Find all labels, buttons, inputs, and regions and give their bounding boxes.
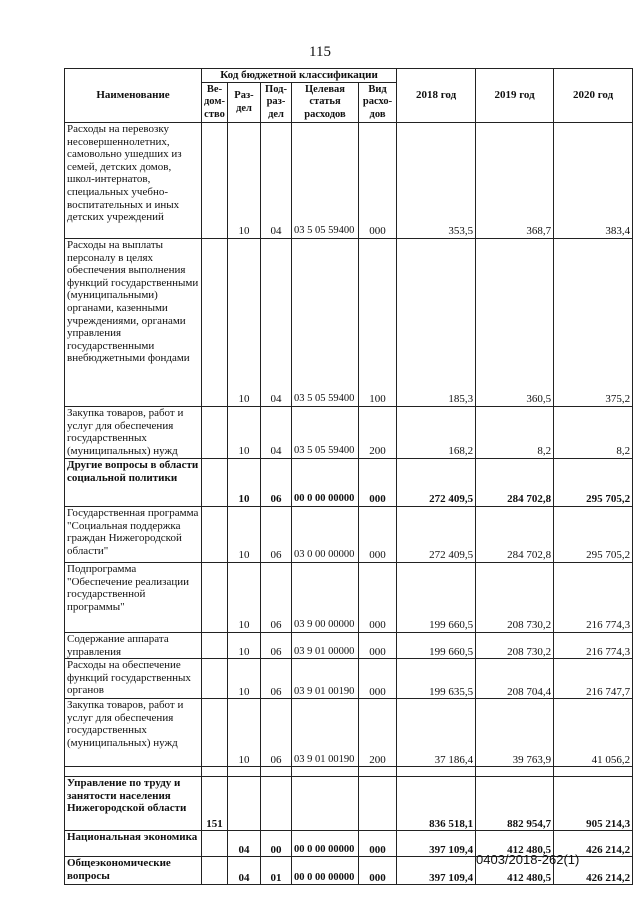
row-expense-type-cell: 000 [359,659,397,699]
row-expense-type-cell: 000 [359,563,397,633]
row-2019-value: 412 480,5 [476,831,554,857]
row-subsection-cell: 06 [261,459,292,507]
row-2019-value: 39 763,9 [476,699,554,767]
row-target-article-cell: 03 9 01 00000 [292,633,359,659]
empty-cell [554,767,633,777]
row-subsection-cell: 06 [261,563,292,633]
row-name-cell: Содержание аппарата управления [65,633,202,659]
row-name-cell: Другие вопросы в области социальной политики [65,459,202,507]
row-2020-value: 216 774,3 [554,563,633,633]
row-subsection-cell: 01 [261,857,292,885]
budget-table [64,68,633,885]
row-section-cell: 10 [228,407,261,459]
row-2020-value: 216 774,3 [554,633,633,659]
row-2020-value: 41 056,2 [554,699,633,767]
row-2019-value: 412 480,5 [476,857,554,885]
row-2018-value: 397 109,4 [397,857,476,885]
header-name: Наименование [65,69,202,123]
row-name-cell: Национальная экономика [65,831,202,857]
row-2019-value: 360,5 [476,239,554,407]
row-2018-value: 397 109,4 [397,831,476,857]
row-section-cell: 10 [228,123,261,239]
header-expense-type: Вид расхо- дов [359,83,397,123]
row-subsection-cell: 04 [261,407,292,459]
row-department-cell [202,407,228,459]
row-expense-type-cell [359,777,397,831]
row-target-article-cell: 00 0 00 00000 [292,857,359,885]
row-2019-value: 208 730,2 [476,563,554,633]
row-department-cell [202,507,228,563]
row-2018-value: 272 409,5 [397,507,476,563]
row-subsection-cell: 06 [261,699,292,767]
row-target-article-cell: 03 9 00 00000 [292,563,359,633]
row-expense-type-cell: 000 [359,507,397,563]
header-subsection: Под- раз- дел [261,83,292,123]
row-name-cell: Закупка товаров, работ и услуг для обеспечения государственных (муниципальных) нужд [65,407,202,459]
empty-cell [397,767,476,777]
row-department-cell [202,123,228,239]
row-name-cell: Расходы на выплаты персоналу в целях обеспечения выполнения функций государственными (муниципальными) органами, казенными учреждениями, органами управления государственными внебюджетными фондами [65,239,202,407]
row-section-cell: 10 [228,659,261,699]
table-row [65,659,633,699]
row-2018-value: 272 409,5 [397,459,476,507]
row-target-article-cell: 00 0 00 00000 [292,459,359,507]
row-expense-type-cell: 000 [359,459,397,507]
row-section-cell: 10 [228,239,261,407]
page-number: 115 [309,44,331,60]
row-expense-type-cell: 000 [359,123,397,239]
row-target-article-cell: 03 5 05 59400 [292,239,359,407]
row-target-article-cell: 03 0 00 00000 [292,507,359,563]
row-2020-value: 383,4 [554,123,633,239]
row-expense-type-cell: 100 [359,239,397,407]
row-department-cell [202,563,228,633]
row-2019-value: 208 730,2 [476,633,554,659]
row-2018-value: 185,3 [397,239,476,407]
empty-cell [202,767,228,777]
row-target-article-cell: 03 9 01 00190 [292,659,359,699]
row-department-cell [202,699,228,767]
table-row [65,507,633,563]
table-row [65,699,633,767]
row-section-cell: 10 [228,459,261,507]
header-target-article: Целевая статья расходов [292,83,359,123]
row-2019-value: 368,7 [476,123,554,239]
row-name-cell: Общеэкономические вопросы [65,857,202,885]
row-2020-value: 426 214,2 [554,831,633,857]
header-2019: 2019 год [476,69,554,123]
row-subsection-cell: 04 [261,239,292,407]
row-section-cell: 10 [228,507,261,563]
row-name-cell: Расходы на обеспечение функций государственных органов [65,659,202,699]
row-2020-value: 426 214,2 [554,857,633,885]
row-2018-value: 353,5 [397,123,476,239]
row-target-article-cell: 03 5 05 59400 [292,407,359,459]
row-target-article-cell: 00 0 00 00000 [292,831,359,857]
table-row [65,459,633,507]
row-section-cell: 10 [228,563,261,633]
header-2020: 2020 год [554,69,633,123]
row-2018-value: 37 186,4 [397,699,476,767]
row-section-cell: 10 [228,633,261,659]
row-target-article-cell [292,777,359,831]
row-2020-value: 8,2 [554,407,633,459]
row-2018-value: 168,2 [397,407,476,459]
row-2019-value: 882 954,7 [476,777,554,831]
row-2020-value: 295 705,2 [554,459,633,507]
row-department-cell [202,857,228,885]
row-name-cell: Управление по труду и занятости населения Нижегородской области [65,777,202,831]
row-2019-value: 8,2 [476,407,554,459]
table-row [65,407,633,459]
empty-cell [359,767,397,777]
row-department-cell [202,659,228,699]
table-row [65,239,633,407]
row-2020-value: 375,2 [554,239,633,407]
row-subsection-cell: 04 [261,123,292,239]
row-name-cell: Закупка товаров, работ и услуг для обеспечения государственных (муниципальных) нужд [65,699,202,767]
row-subsection-cell: 00 [261,831,292,857]
table-row [65,563,633,633]
empty-cell [476,767,554,777]
row-target-article-cell: 03 9 01 00190 [292,699,359,767]
table-row [65,633,633,659]
header-department: Ве- дом- ство [202,83,228,123]
row-section-cell: 04 [228,857,261,885]
row-2020-value: 295 705,2 [554,507,633,563]
row-section-cell [228,777,261,831]
row-2018-value: 199 660,5 [397,633,476,659]
row-department-cell [202,239,228,407]
row-section-cell: 10 [228,699,261,767]
row-name-cell: Расходы на перевозку несовершеннолетних, самовольно ушедших из семей, детских домов, школ-интернатов, специальных учебно-воспитательных и иных детских учреждений [65,123,202,239]
row-department-cell: 151 [202,777,228,831]
row-2020-value: 216 747,7 [554,659,633,699]
table-body [65,123,633,885]
row-target-article-cell: 03 5 05 59400 [292,123,359,239]
row-subsection-cell: 06 [261,633,292,659]
row-section-cell: 04 [228,831,261,857]
row-expense-type-cell: 200 [359,699,397,767]
row-name-cell: Государственная программа "Социальная поддержка граждан Нижегородской области" [65,507,202,563]
row-name-cell: Подпрограмма "Обеспечение реализации государственной программы" [65,563,202,633]
empty-cell [292,767,359,777]
row-2020-value: 905 214,3 [554,777,633,831]
header-2018: 2018 год [397,69,476,123]
empty-cell [228,767,261,777]
row-subsection-cell: 06 [261,659,292,699]
table-row [65,123,633,239]
row-expense-type-cell: 200 [359,407,397,459]
row-2019-value: 284 702,8 [476,507,554,563]
empty-cell [65,767,202,777]
row-department-cell [202,831,228,857]
table-row [65,777,633,831]
row-2018-value: 199 635,5 [397,659,476,699]
row-subsection-cell: 06 [261,507,292,563]
row-2018-value: 836 518,1 [397,777,476,831]
empty-cell [261,767,292,777]
row-subsection-cell [261,777,292,831]
header-section: Раз- дел [228,83,261,123]
row-expense-type-cell: 000 [359,857,397,885]
row-department-cell [202,459,228,507]
row-department-cell [202,633,228,659]
row-2019-value: 284 702,8 [476,459,554,507]
document-code: 0403/2018-262(1) [476,852,580,867]
header-classification-group: Код бюджетной классификации [202,69,397,83]
spacer-row [65,767,633,777]
row-2019-value: 208 704,4 [476,659,554,699]
row-expense-type-cell: 000 [359,831,397,857]
row-expense-type-cell: 000 [359,633,397,659]
row-2018-value: 199 660,5 [397,563,476,633]
